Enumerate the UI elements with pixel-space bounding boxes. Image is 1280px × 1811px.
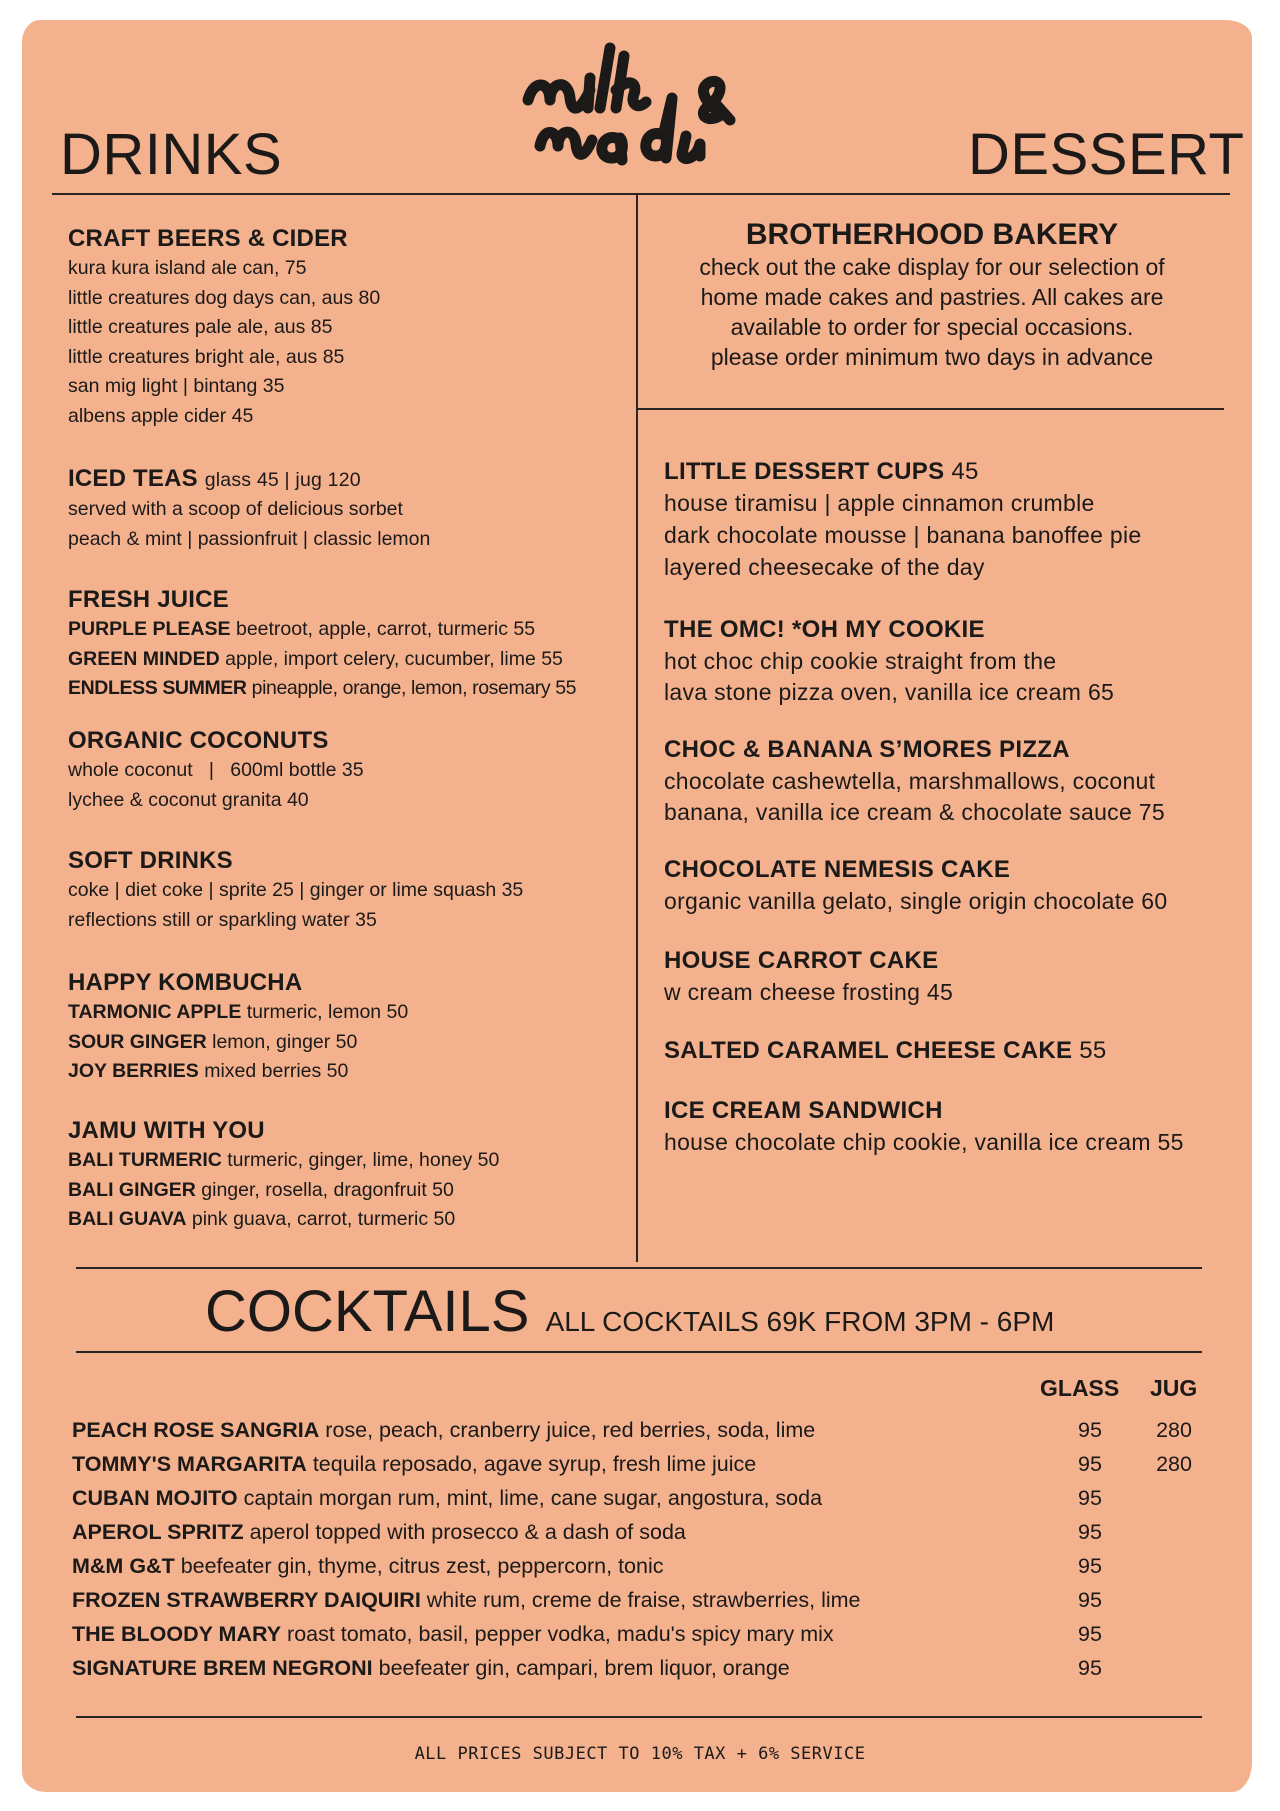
cocktail-row: APEROL SPRITZ aperol topped with prosecco & a dash of soda 95 (72, 1520, 1102, 1544)
footer-note: ALL PRICES SUBJECT TO 10% TAX + 6% SERVICE (414, 1744, 866, 1764)
section-iced-teas (68, 464, 628, 554)
footer-divider (76, 1716, 1202, 1718)
section-coconuts (68, 726, 628, 815)
list-item: albens apple cider 45 (68, 404, 254, 427)
cocktail-row: FROZEN STRAWBERRY DAIQUIRI white rum, creme de fraise, strawberries, lime 95 (72, 1588, 1102, 1612)
section-ice-cream-sandwich (664, 1096, 1244, 1158)
header-divider (52, 193, 1230, 195)
cocktail-row: THE BLOODY MARY roast tomato, basil, pepper vodka, madu's spicy mary mix 95 (72, 1622, 1102, 1646)
list-item: TARMONIC APPLE turmeric, lemon 50 (68, 1001, 409, 1023)
list-item: little creatures pale ale, aus 85 (68, 316, 333, 338)
list-item: san mig light | bintang 35 (68, 375, 285, 397)
list-item: SOUR GINGER lemon, ginger 50 (68, 1030, 358, 1053)
list-item: kura kura island ale can, 75 (68, 257, 307, 279)
bakery-line: available to order for special occasions. (730, 314, 1134, 340)
list-item: organic vanilla gelato, single origin chocolate 60 (664, 888, 1168, 914)
cocktails-subtitle: ALL COCKTAILS 69K FROM 3PM - 6PM (545, 1306, 1055, 1337)
cocktail-row: PEACH ROSE SANGRIA rose, peach, cranberry juice, red berries, soda, lime 95 280 (72, 1418, 1192, 1442)
list-item: w cream cheese frosting 45 (664, 979, 954, 1005)
bakery-divider (638, 408, 1224, 410)
section-title: ORGANIC COCONUTS (68, 727, 329, 754)
bakery-line: check out the cake display for our selection of (699, 254, 1165, 280)
cocktails-top-divider (76, 1267, 1202, 1269)
list-item: dark chocolate mousse | banana banoffee pie (664, 522, 1142, 548)
list-item: ENDLESS SUMMER pineapple, orange, lemon, rosemary 55 (68, 677, 577, 699)
list-item: peach & mint | passionfruit | classic lemon (68, 527, 431, 550)
cocktail-row: M&M G&T beefeater gin, thyme, citrus zest, peppercorn, tonic 95 (72, 1554, 1102, 1578)
section-omc (664, 615, 1244, 707)
section-title: CHOCOLATE NEMESIS CAKE (664, 856, 1011, 883)
section-title: THE OMC! *OH MY COOKIE (664, 616, 985, 643)
section-title: LITTLE DESSERT CUPS (664, 458, 945, 485)
section-jamu (68, 1116, 628, 1235)
milk-and-madu-logo (520, 38, 760, 188)
section-carrot-cake (664, 946, 1244, 1008)
section-dessert-cups (664, 457, 1244, 583)
iced-teas-price: glass 45 | jug 120 (204, 469, 361, 491)
section-title: FRESH JUICE (68, 586, 229, 613)
list-item: PURPLE PLEASE beetroot, apple, carrot, turmeric 55 (68, 618, 536, 640)
list-item: house chocolate chip cookie, vanilla ice cream 55 (664, 1129, 1184, 1155)
column-divider (636, 194, 638, 1262)
section-title: CRAFT BEERS & CIDER (68, 225, 348, 252)
list-item: reflections still or sparkling water 35 (68, 908, 377, 931)
jug-column-header: JUG (1150, 1375, 1198, 1401)
list-item: banana, vanilla ice cream & chocolate sauce 75 (664, 799, 1165, 825)
list-item: BALI GUAVA pink guava, carrot, turmeric 50 (68, 1208, 456, 1230)
bakery-line: please order minimum two days in advance (710, 344, 1154, 370)
section-title: JAMU WITH YOU (68, 1117, 265, 1144)
list-item: GREEN MINDED apple, import celery, cucumber, lime 55 (68, 647, 563, 670)
drinks-heading: DRINKS (60, 122, 283, 187)
section-salted-caramel (664, 1036, 1244, 1066)
section-fresh-juice (68, 585, 628, 704)
list-item: lychee & coconut granita 40 (68, 788, 309, 811)
list-item: coke | diet coke | sprite 25 | ginger or lime squash 35 (68, 879, 524, 901)
section-nemesis (664, 855, 1244, 917)
list-item: little creatures dog days can, aus 80 (68, 286, 381, 309)
cocktail-row: SIGNATURE BREM NEGRONI beefeater gin, campari, brem liquor, orange 95 (72, 1656, 1102, 1680)
list-item: hot choc chip cookie straight from the (664, 648, 1057, 674)
cocktails-header-divider (76, 1351, 1202, 1353)
list-item: BALI TURMERIC turmeric, ginger, lime, honey 50 (68, 1149, 500, 1171)
list-item: lava stone pizza oven, vanilla ice cream 65 (664, 679, 1115, 705)
section-title: SALTED CARAMEL CHEESE CAKE (664, 1037, 1073, 1064)
section-title: CHOC & BANANA S’MORES PIZZA (664, 736, 1070, 763)
salted-price: 55 (1079, 1037, 1107, 1064)
section-smores (664, 735, 1244, 827)
list-item: served with a scoop of delicious sorbet (68, 498, 403, 520)
section-title: BROTHERHOOD BAKERY (745, 218, 1119, 251)
list-item: layered cheesecake of the day (664, 554, 985, 580)
list-item: whole coconut | 600ml bottle 35 (68, 759, 364, 781)
section-title: ICED TEAS (68, 465, 198, 492)
section-title: HAPPY KOMBUCHA (68, 969, 303, 996)
list-item: BALI GINGER ginger, rosella, dragonfruit 50 (68, 1178, 454, 1201)
bakery-line: home made cakes and pastries. All cakes are (700, 284, 1164, 310)
section-title: SOFT DRINKS (68, 847, 233, 874)
cocktail-row: CUBAN MOJITO captain morgan rum, mint, lime, cane sugar, angostura, soda 95 (72, 1486, 1102, 1510)
cups-price: 45 (951, 458, 979, 485)
section-kombucha (68, 968, 628, 1087)
dessert-heading: DESSERT (968, 122, 1245, 187)
cocktails-title: COCKTAILS (205, 1279, 530, 1344)
section-bakery (644, 218, 1220, 372)
section-craft-beers (68, 224, 628, 431)
glass-column-header: GLASS (1040, 1375, 1120, 1401)
list-item: chocolate cashewtella, marshmallows, coconut (664, 768, 1156, 794)
logo-text: Milk & Madu (520, 38, 526, 39)
section-soft-drinks (68, 846, 628, 935)
list-item: house tiramisu | apple cinnamon crumble (664, 490, 1095, 516)
cocktails-heading (205, 1280, 1054, 1354)
cocktail-row: TOMMY'S MARGARITA tequila reposado, agave syrup, fresh lime juice 95 280 (72, 1452, 1192, 1476)
list-item: JOY BERRIES mixed berries 50 (68, 1060, 349, 1082)
section-title: HOUSE CARROT CAKE (664, 947, 939, 974)
section-title: ICE CREAM SANDWICH (664, 1097, 943, 1124)
list-item: little creatures bright ale, aus 85 (68, 345, 345, 368)
